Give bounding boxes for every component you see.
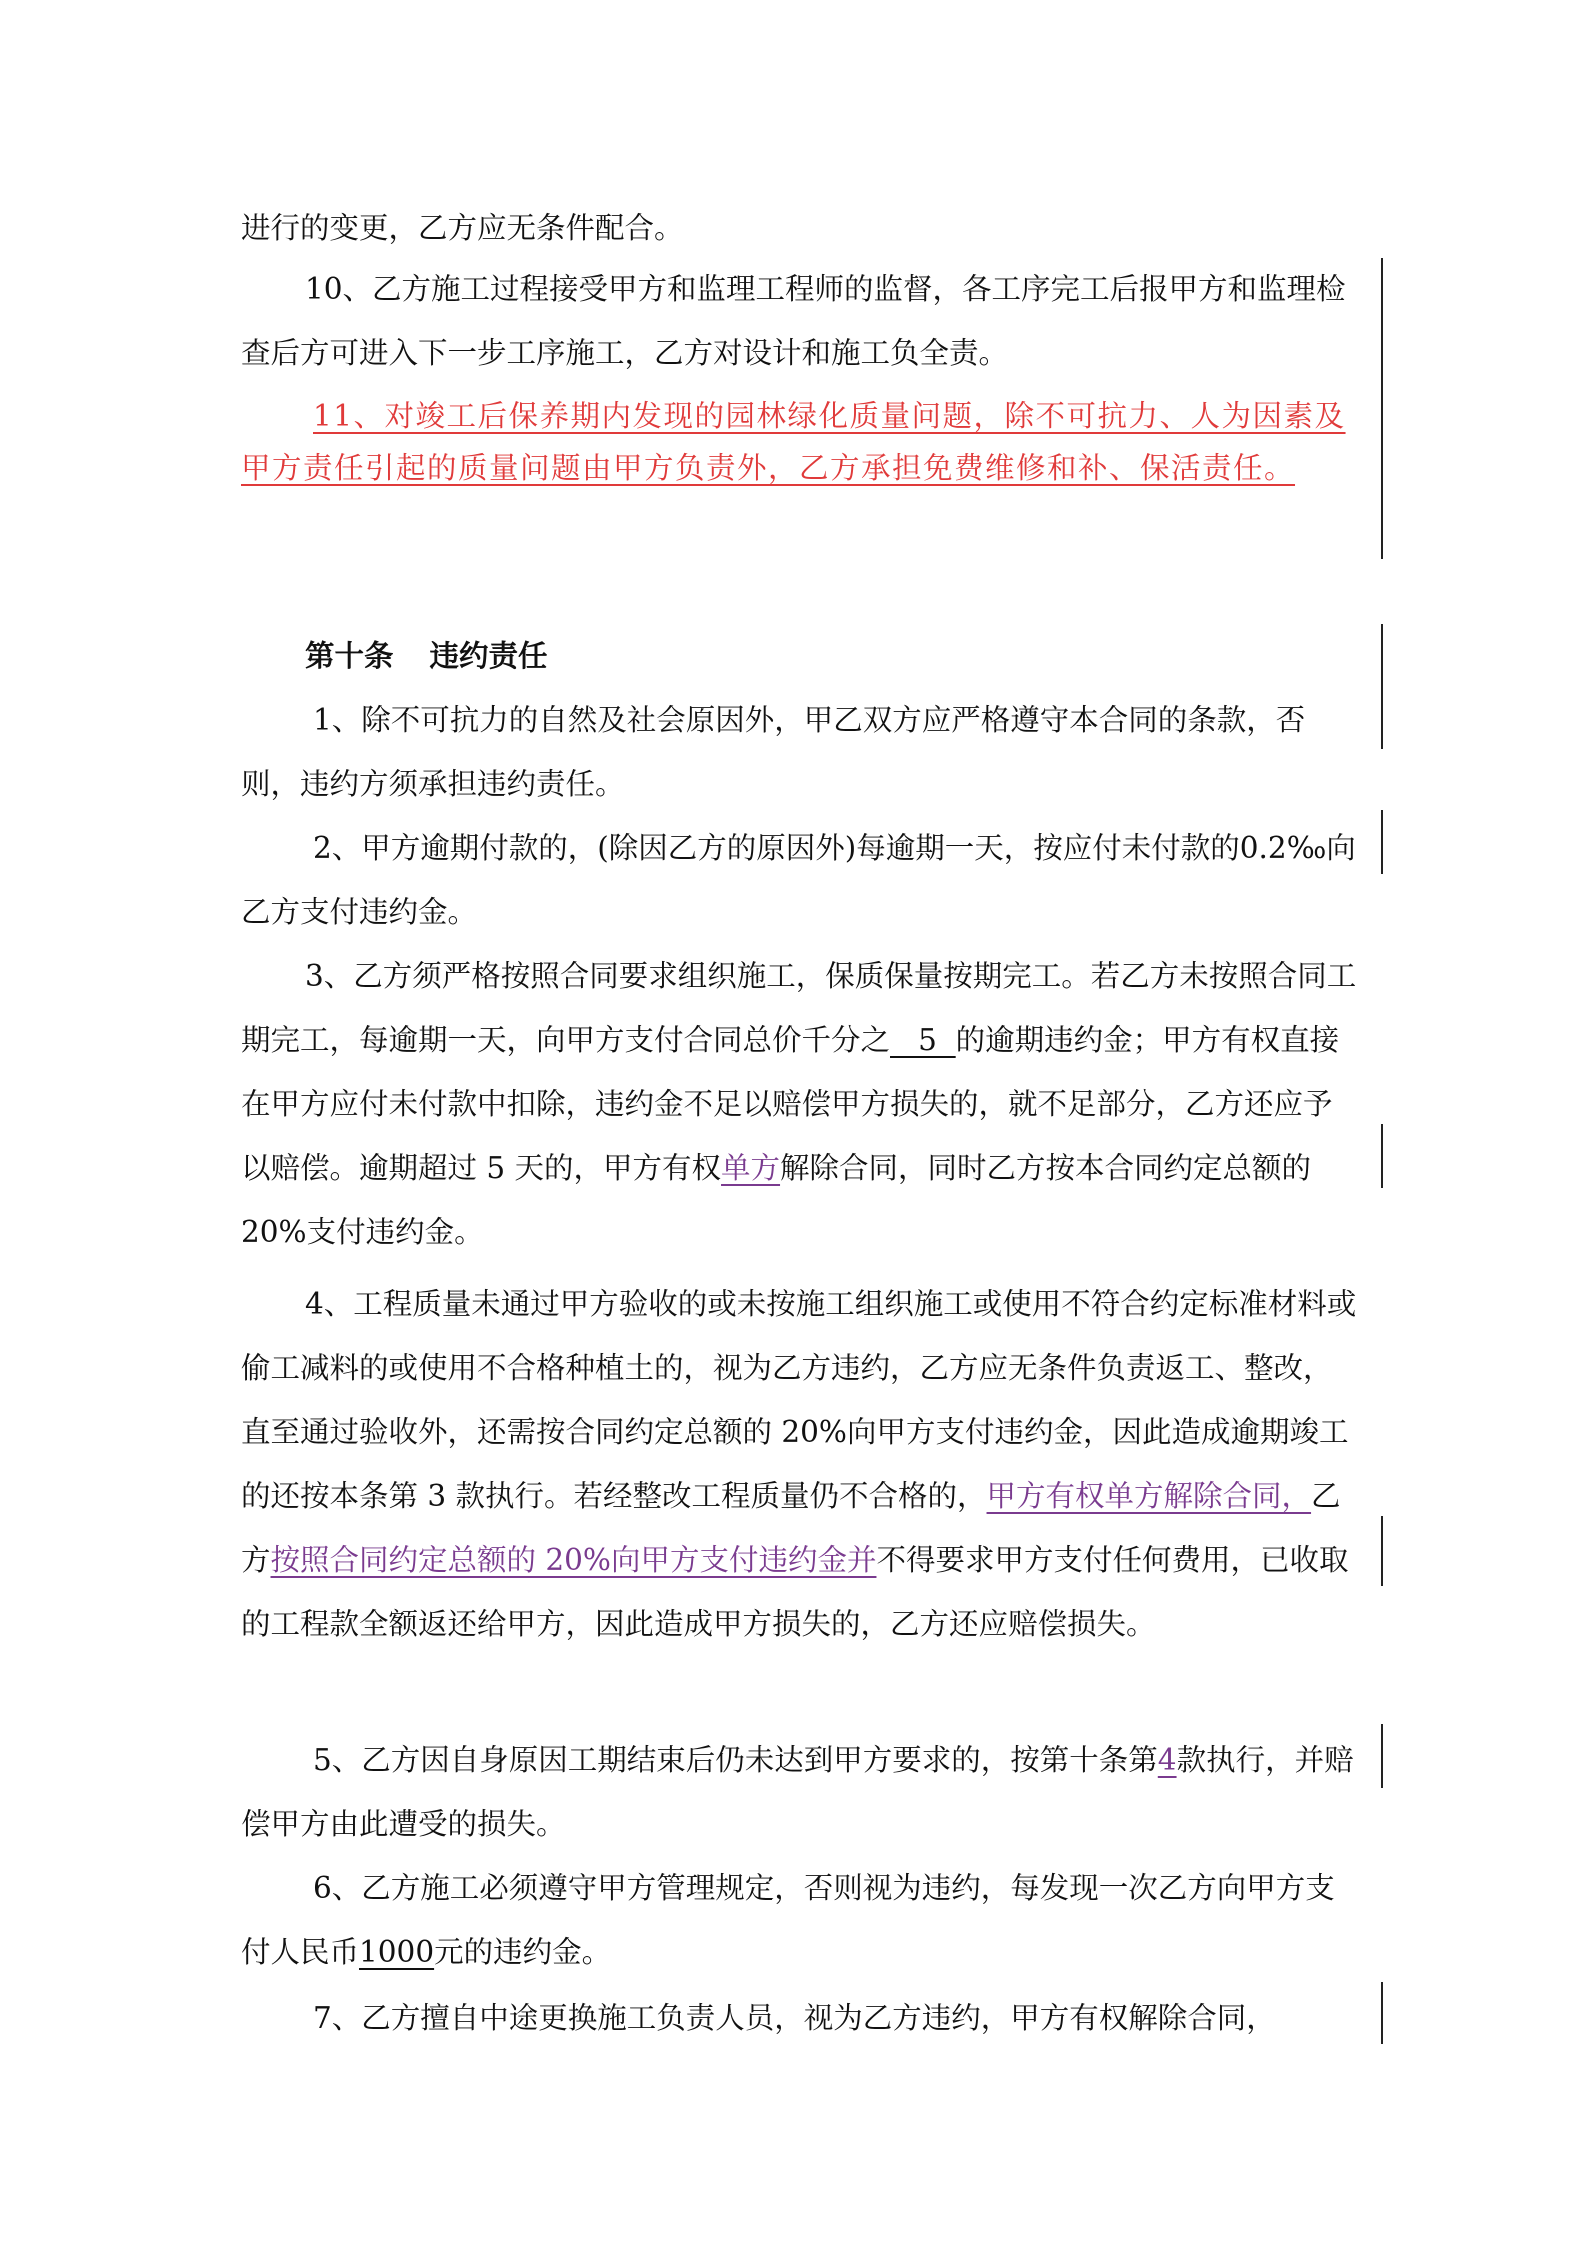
clause-penalty-6-text-2: 元的违约金。 (434, 1935, 612, 1969)
clause-penalty-3-text-3: 解除合同，同时乙方按本合同约定总额的 20%支付违约金。 (241, 1151, 1312, 1249)
change-bar (1381, 1124, 1383, 1188)
change-bar (1381, 1724, 1383, 1788)
clause-penalty-1-text: 1、除不可抗力的自然及社会原因外，甲乙双方应严格遵守本合同的条款，否则，违约方须承担违约责任。 (241, 703, 1306, 801)
clause-11-revised (241, 390, 1357, 494)
article-10-heading (241, 624, 1361, 688)
article-title: 违约责任 (429, 638, 548, 673)
change-bar (1381, 810, 1383, 874)
paragraph-continuation (241, 196, 1361, 260)
clause-10 (241, 257, 1361, 385)
clause-penalty-7 (241, 1986, 1361, 2050)
clause-penalty-4-text: 4、工程质量未通过甲方验收的或未按施工组织施工或使用不符合约定标准材料或偷工减料的或使用不合格种植土的，视为乙方违约，乙方应无条件负责返工、整改，直至通过验收外，还需按合同约定总额的 20%向甲方支付违约金，因此造成逾期竣工的还按本条第 3 款执行。若经整改工程质量仍不合格的， (241, 1287, 1357, 1513)
clause-penalty-6-text: 6、乙方施工必须遵守甲方管理规定，否则视为违约，每发现一次乙方向甲方支付人民币 (241, 1871, 1335, 1969)
clause-penalty-3-text: 3、乙方须严格按照合同要求组织施工，保质保量按期完工。若乙方未按照合同工期完工，每逾期一天，向甲方支付合同总价千分之 (241, 959, 1357, 1057)
clause-penalty-3 (241, 944, 1361, 1264)
change-bar (1381, 1516, 1383, 1586)
clause-penalty-2-text: 2、甲方逾期付款的，(除因乙方的原因外)每逾期一天，按应付未付款的0.2‰向乙方支付违约金。 (241, 831, 1356, 929)
clause-penalty-4-text-3: 不得要求甲方支付任何费用，已收取的工程款全额返还给甲方，因此造成甲方损失的，乙方还应赔偿损失。 (241, 1543, 1349, 1641)
amount-value: 1000 (359, 1935, 435, 1969)
change-bar (1381, 624, 1383, 749)
change-bar (1381, 1982, 1383, 2044)
clause-penalty-5-text: 5、乙方因自身原因工期结束后仍未达到甲方要求的，按第十条第 (313, 1743, 1158, 1777)
continuation-text: 进行的变更，乙方应无条件配合。 (241, 211, 684, 245)
clause-11-text: 11、对竣工后保养期内发现的园林绿化质量问题，除不可抗力、人为因素及甲方责任引起的质量问题由甲方负责外，乙方承担免费维修和补、保活责任。 (241, 399, 1346, 485)
revised-text: 按照合同约定总额的 20%向甲方支付违约金并 (270, 1543, 877, 1577)
clause-10-text: 10、乙方施工过程接受甲方和监理工程师的监督，各工序完工后报甲方和监理检查后方可进入下一步工序施工，乙方对设计和施工负全责。 (241, 272, 1346, 370)
clause-penalty-1 (241, 688, 1361, 816)
clause-penalty-3-text-2: 的逾期违约金；甲方有权直接在甲方应付未付款中扣除，违约金不足以赔偿甲方损失的，就不足部分，乙方还应予以赔偿。逾期超过 5 天的，甲方有权 (241, 1023, 1340, 1185)
revised-text: 单方 (721, 1151, 781, 1185)
revised-text: 4 (1157, 1743, 1177, 1777)
article-number: 第十条 (305, 638, 394, 673)
clause-penalty-4-text-2: 乙方 (241, 1479, 1341, 1577)
clause-penalty-7-text: 7、乙方擅自中途更换施工负责人员，视为乙方违约，甲方有权解除合同， (313, 2001, 1276, 2035)
clause-penalty-5 (241, 1728, 1361, 1856)
clause-penalty-4 (241, 1272, 1361, 1656)
change-bar (1381, 258, 1383, 559)
clause-penalty-6 (241, 1856, 1361, 1984)
clause-penalty-2 (241, 816, 1361, 944)
revised-text: 甲方有权单方解除合同， (986, 1479, 1312, 1513)
clause-penalty-5-text-2: 款执行，并赔偿甲方由此遭受的损失。 (241, 1743, 1354, 1841)
filled-blank-value: 5 (890, 1023, 956, 1057)
